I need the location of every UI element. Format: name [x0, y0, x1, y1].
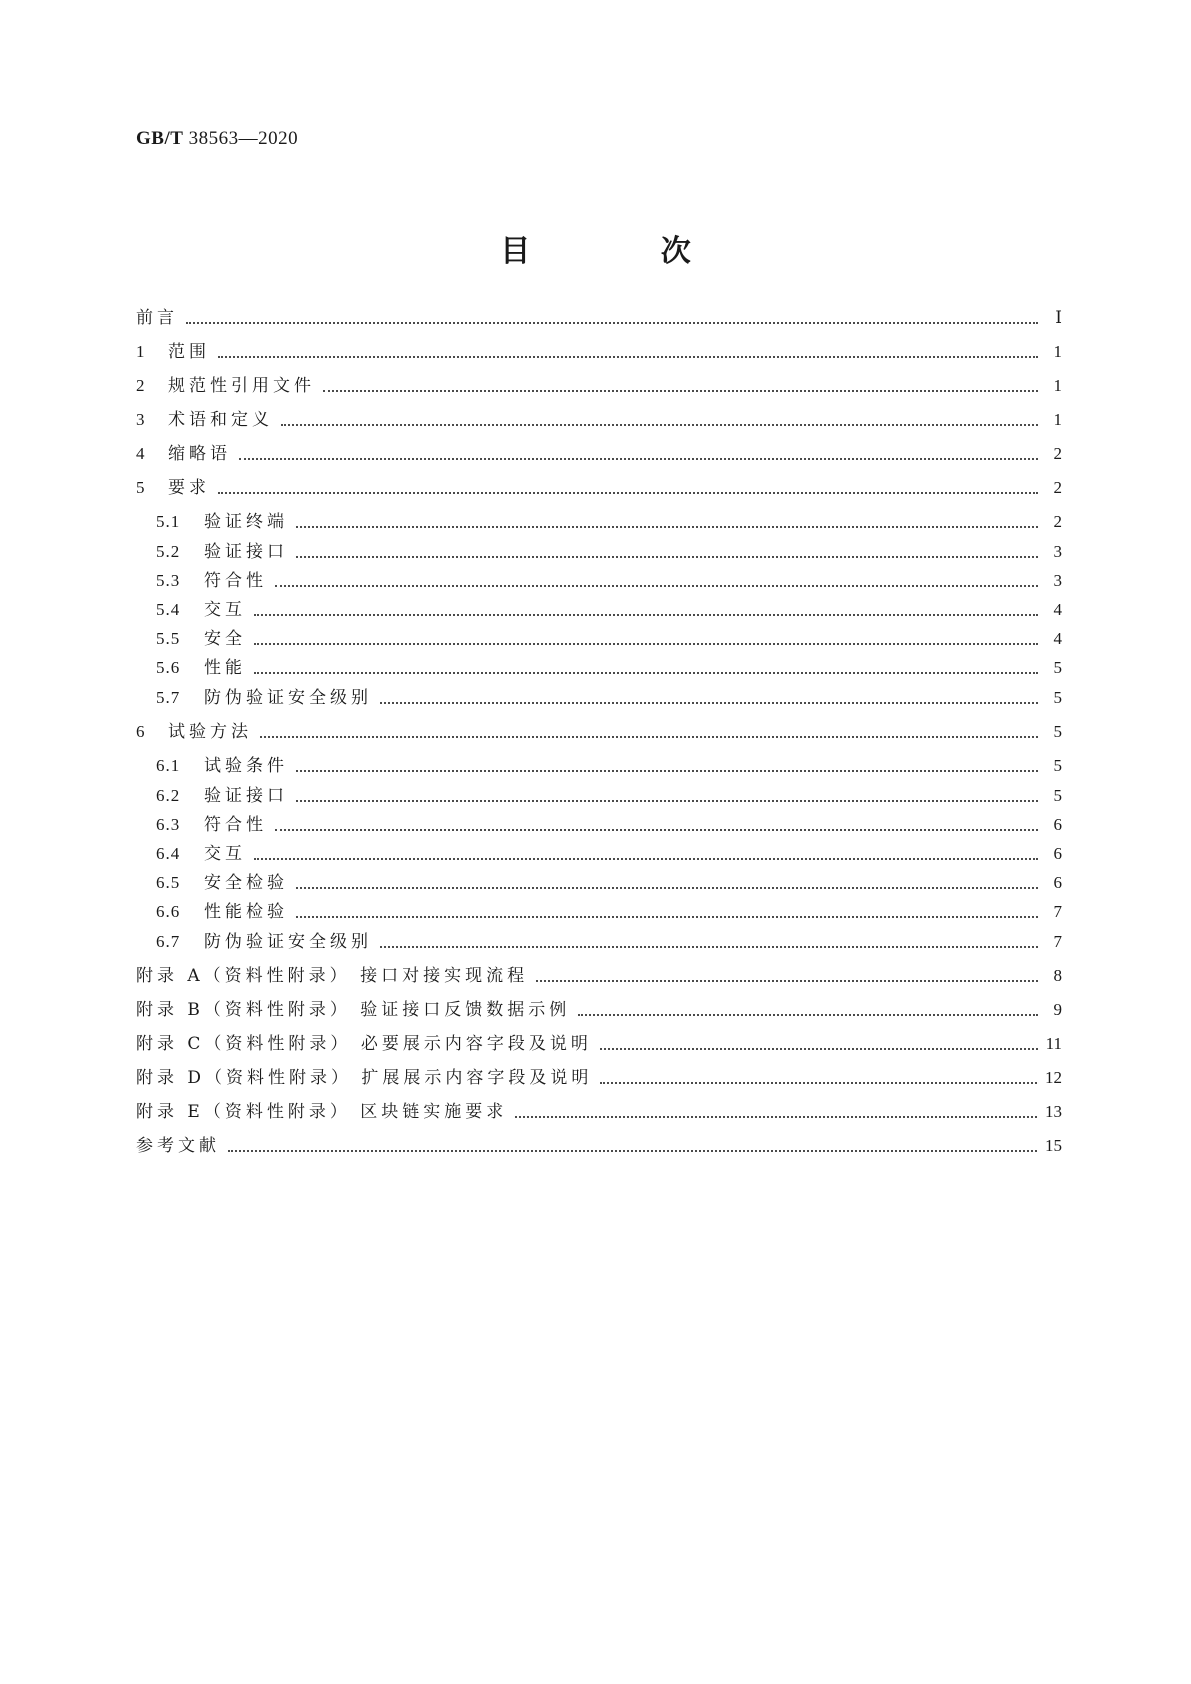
toc-entry[interactable] [156, 754, 1062, 778]
toc-dot-leader [296, 800, 1038, 802]
toc-entry-label: 验证接口 [204, 786, 288, 806]
toc-entry-page: 5 [1053, 756, 1062, 775]
toc-dot-leader [600, 1082, 1037, 1084]
toc-entry-page: 2 [1053, 478, 1062, 497]
toc-entry[interactable] [156, 842, 1062, 866]
toc-entry-number: 5.1 [156, 512, 181, 531]
toc-entry-label: 符合性 [204, 815, 267, 835]
toc-dot-leader [239, 458, 1038, 460]
toc-dot-leader [275, 585, 1038, 587]
toc-entry-label: 安全检验 [204, 873, 288, 893]
toc-entry[interactable] [136, 964, 1062, 988]
toc-entry-label: 防伪验证安全级别 [204, 932, 372, 952]
toc-dot-leader [260, 736, 1038, 738]
toc-dot-leader [186, 322, 1038, 324]
toc-entry-label: 防伪验证安全级别 [204, 688, 372, 708]
toc-entry[interactable] [156, 686, 1062, 710]
toc-entry-label: 规范性引用文件 [168, 376, 315, 396]
toc-entry[interactable] [136, 442, 1062, 466]
toc-entry-label: 前言 [136, 308, 178, 328]
toc-entry[interactable] [136, 1066, 1062, 1090]
toc-entry-page: 5 [1053, 688, 1062, 707]
toc-dot-leader [536, 980, 1038, 982]
toc-dot-leader [296, 887, 1038, 889]
toc-dot-leader [218, 492, 1038, 494]
toc-entry[interactable] [136, 306, 1062, 330]
toc-entry-label: 附录 E（资料性附录） 区块链实施要求 [136, 1102, 508, 1122]
toc-entry-page: 1 [1053, 410, 1062, 429]
toc-entry-number: 4 [136, 444, 146, 463]
toc-dot-leader [380, 946, 1038, 948]
toc-entry-label: 附录 A（资料性附录） 接口对接实现流程 [136, 966, 529, 986]
toc-entry-number: 5.2 [156, 542, 181, 561]
toc-entry-page: 6 [1053, 815, 1062, 834]
toc-entry-page: Ⅰ [1055, 308, 1062, 327]
toc-dot-leader [218, 356, 1038, 358]
toc-entry[interactable] [156, 871, 1062, 895]
toc-entry-page: 13 [1045, 1102, 1062, 1121]
toc-entry-label: 要求 [168, 478, 210, 498]
toc-entry[interactable] [136, 408, 1062, 432]
toc-entry-page: 5 [1053, 658, 1062, 677]
document-code-prefix: GB/T [136, 128, 184, 149]
toc-dot-leader [296, 770, 1038, 772]
toc-entry[interactable] [136, 720, 1062, 744]
toc-entry[interactable] [136, 1134, 1062, 1158]
toc-entry[interactable] [136, 1032, 1062, 1056]
toc-entry-label: 附录 C（资料性附录） 必要展示内容字段及说明 [136, 1034, 592, 1054]
document-code [136, 128, 298, 150]
toc-entry[interactable] [136, 374, 1062, 398]
toc-entry-label: 验证接口 [204, 542, 288, 562]
toc-entry-number: 5.7 [156, 688, 181, 707]
toc-entry-label: 缩略语 [168, 444, 231, 464]
toc-entry-page: 8 [1053, 966, 1062, 985]
toc-dot-leader [281, 424, 1038, 426]
toc-entry-number: 6.4 [156, 844, 181, 863]
toc-entry[interactable] [136, 340, 1062, 364]
toc-entry-label: 性能 [204, 658, 246, 678]
toc-dot-leader [254, 672, 1038, 674]
toc-entry-number: 6 [136, 722, 146, 741]
toc-entry-page: 7 [1053, 932, 1062, 951]
toc-entry-page: 7 [1053, 902, 1062, 921]
toc-entry-page: 3 [1053, 542, 1062, 561]
toc-entry[interactable] [156, 540, 1062, 564]
toc-entry-number: 5.6 [156, 658, 181, 677]
toc-entry-page: 1 [1053, 376, 1062, 395]
toc-entry-label: 参考文献 [136, 1136, 220, 1156]
toc-entry-number: 2 [136, 376, 146, 395]
toc-title: 目 次 [500, 234, 751, 269]
toc-dot-leader [323, 390, 1038, 392]
toc-dot-leader [275, 829, 1038, 831]
toc-dot-leader [254, 858, 1038, 860]
toc-dot-leader [228, 1150, 1037, 1152]
toc-entry-page: 11 [1045, 1034, 1062, 1053]
toc-entry-page: 9 [1053, 1000, 1062, 1019]
toc-entry-label: 交互 [204, 844, 246, 864]
toc-dot-leader [296, 916, 1038, 918]
toc-dot-leader [296, 556, 1038, 558]
toc-entry-label: 性能检验 [204, 902, 288, 922]
toc-dot-leader [296, 526, 1038, 528]
toc-dot-leader [254, 643, 1038, 645]
toc-entry-number: 6.1 [156, 756, 181, 775]
toc-entry[interactable] [156, 813, 1062, 837]
toc-dot-leader [380, 702, 1038, 704]
toc-dot-leader [254, 614, 1038, 616]
toc-entry-label: 符合性 [204, 571, 267, 591]
toc-entry-label: 验证终端 [204, 512, 288, 532]
toc-entry-number: 5.4 [156, 600, 181, 619]
toc-entry-label: 试验方法 [168, 722, 252, 742]
toc-entry-page: 4 [1053, 600, 1062, 619]
toc-entry-page: 3 [1053, 571, 1062, 590]
document-code-number: 38563—2020 [188, 128, 299, 149]
toc-entry[interactable] [136, 476, 1062, 500]
toc-entry-page: 2 [1053, 444, 1062, 463]
toc-dot-leader [515, 1116, 1037, 1118]
toc-entry-page: 5 [1053, 722, 1062, 741]
toc-entry-label: 附录 D（资料性附录） 扩展展示内容字段及说明 [136, 1068, 593, 1088]
toc-entry[interactable] [156, 930, 1062, 954]
toc-entry-number: 5 [136, 478, 146, 497]
toc-entry-label: 范围 [168, 342, 210, 362]
toc-entry-number: 6.5 [156, 873, 181, 892]
toc-entry-page: 2 [1053, 512, 1062, 531]
toc-entry-number: 6.6 [156, 902, 181, 921]
toc-entry-number: 3 [136, 410, 146, 429]
toc-entry-page: 15 [1045, 1136, 1062, 1155]
toc-entry-page: 1 [1053, 342, 1062, 361]
toc-entry[interactable] [156, 569, 1062, 593]
toc-entry-number: 5.5 [156, 629, 181, 648]
toc-entry[interactable] [136, 1100, 1062, 1124]
toc-entry-number: 6.2 [156, 786, 181, 805]
toc-entry-page: 4 [1053, 629, 1062, 648]
toc-entry-page: 6 [1053, 844, 1062, 863]
toc-dot-leader [578, 1014, 1038, 1016]
toc-entry-page: 5 [1053, 786, 1062, 805]
toc-entry-label: 交互 [204, 600, 246, 620]
toc-entry[interactable] [156, 656, 1062, 680]
toc-entry-label: 试验条件 [204, 756, 288, 776]
toc-entry-number: 6.7 [156, 932, 181, 951]
toc-entry[interactable] [156, 900, 1062, 924]
toc-entry[interactable] [156, 598, 1062, 622]
toc-entry[interactable] [136, 998, 1062, 1022]
toc-entry[interactable] [156, 510, 1062, 534]
toc-entry-page: 6 [1053, 873, 1062, 892]
toc-entry-label: 术语和定义 [168, 410, 273, 430]
toc-entry[interactable] [156, 784, 1062, 808]
toc-entry-label: 安全 [204, 629, 246, 649]
toc-dot-leader [600, 1048, 1038, 1050]
toc-entry-number: 1 [136, 342, 146, 361]
toc-entry-page: 12 [1045, 1068, 1062, 1087]
toc-entry-label: 附录 B（资料性附录） 验证接口反馈数据示例 [136, 1000, 571, 1020]
toc-entry-number: 6.3 [156, 815, 181, 834]
toc-entry-number: 5.3 [156, 571, 181, 590]
toc-entry[interactable] [156, 627, 1062, 651]
